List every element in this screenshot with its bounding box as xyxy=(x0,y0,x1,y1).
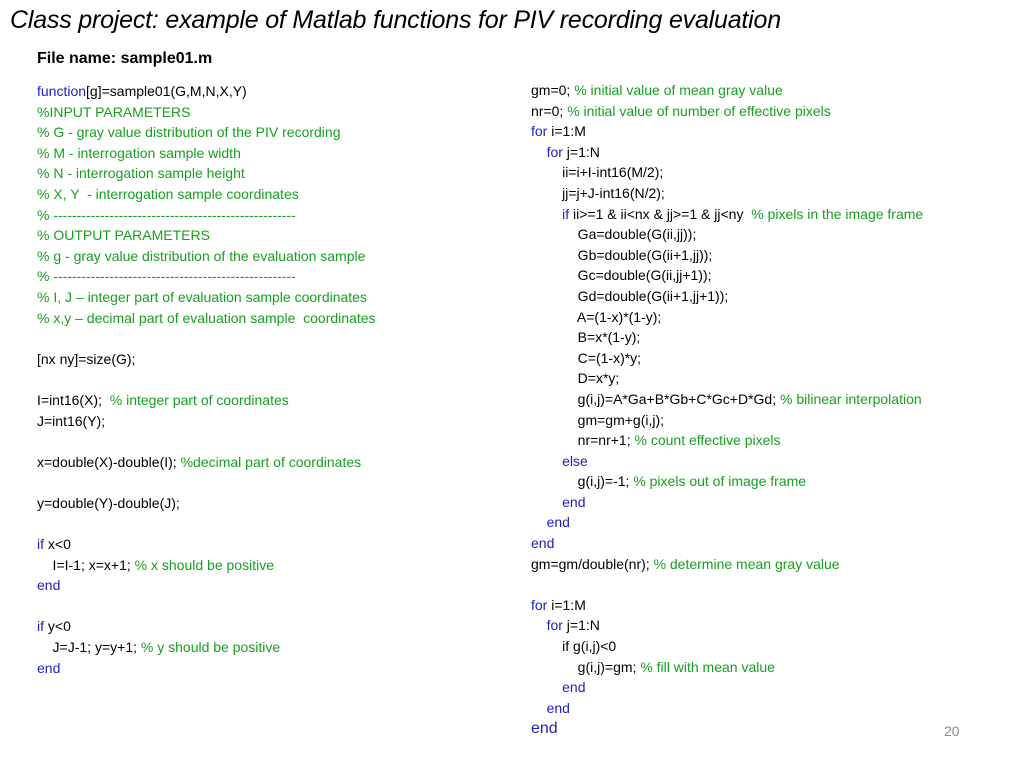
code-line xyxy=(531,677,923,698)
code-text: nr=0; xyxy=(531,102,568,119)
code-line xyxy=(531,245,923,266)
code-line xyxy=(37,81,376,102)
code-line xyxy=(531,389,923,410)
code-text: Gd=double(G(ii+1,jj+1)); xyxy=(531,287,729,304)
code-text: ii=i+I-int16(M/2); xyxy=(531,164,664,181)
code-keyword: end xyxy=(546,699,570,716)
code-text xyxy=(531,453,562,469)
code-line xyxy=(531,327,923,348)
code-text: gm=gm+g(i,j); xyxy=(531,411,665,428)
code-text: gm=gm/double(nr); xyxy=(531,555,654,572)
file-name-heading: File name: sample01.m xyxy=(37,50,213,67)
code-keyword: for xyxy=(546,617,563,634)
code-line xyxy=(37,205,376,226)
code-comment: % G - gray value distribution of the PIV recording xyxy=(37,124,341,141)
code-comment: % y should be positive xyxy=(140,639,281,656)
code-comment: % ---------------------------------------------------- xyxy=(37,206,296,223)
code-line xyxy=(531,183,923,204)
code-line xyxy=(531,615,923,636)
code-text xyxy=(531,700,547,716)
code-line xyxy=(37,596,376,617)
code-line xyxy=(531,101,923,122)
code-comment: % I, J – integer part of evaluation sample coordinates xyxy=(37,288,367,305)
code-line xyxy=(531,121,923,142)
code-line xyxy=(531,595,923,616)
code-line xyxy=(531,142,923,163)
code-keyword: for xyxy=(531,123,548,140)
code-line xyxy=(37,390,376,411)
code-line xyxy=(531,162,923,183)
code-text: [g]=sample01(G,M,N,X,Y) xyxy=(86,83,247,99)
code-comment: % X, Y - interrogation sample coordinates xyxy=(37,185,299,202)
code-line xyxy=(531,718,923,739)
code-line xyxy=(531,574,923,595)
code-text: ii>=1 & ii<nx & jj>=1 & jj<ny xyxy=(569,205,752,222)
code-line xyxy=(531,286,923,307)
code-line xyxy=(37,266,376,287)
page-number: 20 xyxy=(944,723,960,739)
code-comment: % initial value of number of effective pixels xyxy=(567,102,831,119)
code-text: x<0 xyxy=(44,536,71,553)
code-line xyxy=(531,204,923,225)
code-text: i=1:M xyxy=(547,596,586,613)
code-line xyxy=(37,349,376,370)
code-text xyxy=(531,206,562,222)
code-line xyxy=(37,658,376,679)
code-keyword: for xyxy=(546,143,563,160)
code-keyword: end xyxy=(546,514,570,531)
code-line xyxy=(37,534,376,555)
code-text: jj=j+J-int16(N/2); xyxy=(531,184,665,201)
code-text: x=double(X)-double(I); xyxy=(37,453,181,470)
code-keyword: if xyxy=(37,536,44,553)
code-line xyxy=(531,348,923,369)
code-line xyxy=(37,328,376,349)
code-line xyxy=(531,80,923,101)
code-text: i=1:M xyxy=(547,123,586,140)
code-line xyxy=(531,265,923,286)
code-text: A=(1-x)*(1-y); xyxy=(531,308,662,325)
code-line xyxy=(531,698,923,719)
code-line xyxy=(37,163,376,184)
code-line xyxy=(531,657,923,678)
code-line xyxy=(37,411,376,432)
code-line xyxy=(531,471,923,492)
code-text: [nx ny]=size(G); xyxy=(37,350,136,367)
code-comment: %INPUT PARAMETERS xyxy=(37,103,191,120)
code-line xyxy=(531,451,923,472)
code-text: J=J-1; y=y+1; xyxy=(37,639,141,656)
code-line xyxy=(531,410,923,431)
code-line xyxy=(531,430,923,451)
code-line xyxy=(37,102,376,123)
code-keyword: else xyxy=(562,452,588,469)
code-text: J=int16(Y); xyxy=(37,412,106,429)
code-line xyxy=(37,225,376,246)
code-line xyxy=(37,122,376,143)
code-text: D=x*y; xyxy=(531,370,620,387)
code-text: g(i,j)=-1; xyxy=(531,473,634,490)
code-line xyxy=(531,307,923,328)
code-line xyxy=(531,554,923,575)
code-comment: % pixels in the image frame xyxy=(751,205,924,222)
code-line xyxy=(37,369,376,390)
code-line xyxy=(531,368,923,389)
code-keyword: if xyxy=(37,618,44,635)
code-text: B=x*(1-y); xyxy=(531,329,641,346)
code-text xyxy=(531,494,562,510)
code-keyword: end xyxy=(37,577,61,594)
code-text: y<0 xyxy=(44,618,71,635)
code-block-right xyxy=(531,80,923,739)
code-text: gm=0; xyxy=(531,82,575,98)
code-text: g(i,j)=A*Ga+B*Gb+C*Gc+D*Gd; xyxy=(531,390,780,407)
code-comment: % pixels out of image frame xyxy=(633,473,807,490)
code-line xyxy=(37,637,376,658)
code-text xyxy=(531,679,562,695)
code-comment: % fill with mean value xyxy=(640,658,775,675)
code-text: Gb=double(G(ii+1,jj)); xyxy=(531,246,713,263)
code-text: Gc=double(G(ii,jj+1)); xyxy=(531,267,712,284)
code-line xyxy=(531,512,923,533)
code-line xyxy=(531,636,923,657)
code-line xyxy=(37,513,376,534)
code-line xyxy=(37,308,376,329)
code-comment: % bilinear interpolation xyxy=(780,390,922,407)
code-line xyxy=(37,555,376,576)
code-line xyxy=(531,224,923,245)
code-text: Ga=double(G(ii,jj)); xyxy=(531,226,697,243)
code-comment: %decimal part of coordinates xyxy=(180,453,362,470)
code-text: j=1:N xyxy=(562,617,600,634)
code-text: C=(1-x)*y; xyxy=(531,349,642,366)
code-text: I=I-1; x=x+1; xyxy=(37,556,135,573)
code-line xyxy=(37,616,376,637)
code-comment: % x,y – decimal part of evaluation sample coordinates xyxy=(37,309,376,326)
code-comment: % ---------------------------------------------------- xyxy=(37,268,296,285)
code-comment: % determine mean gray value xyxy=(653,555,840,572)
code-line xyxy=(37,246,376,267)
code-text xyxy=(531,617,547,633)
code-line xyxy=(37,287,376,308)
code-keyword: end xyxy=(37,659,61,676)
code-text: I=int16(X); xyxy=(37,391,110,408)
code-line xyxy=(37,431,376,452)
code-line xyxy=(37,575,376,596)
code-comment: % x should be positive xyxy=(134,556,274,573)
code-line xyxy=(37,184,376,205)
code-keyword: end xyxy=(531,720,558,738)
code-keyword: for xyxy=(531,596,548,613)
code-text: if g(i,j)<0 xyxy=(531,638,617,655)
code-line xyxy=(37,452,376,473)
code-line xyxy=(37,143,376,164)
code-text: g(i,j)=gm; xyxy=(531,658,641,675)
code-text xyxy=(531,144,547,160)
code-comment: % integer part of coordinates xyxy=(109,391,289,408)
code-comment: % OUTPUT PARAMETERS xyxy=(37,227,210,244)
code-block-left xyxy=(37,81,376,678)
code-text xyxy=(531,514,547,530)
code-keyword: end xyxy=(562,679,586,696)
code-keyword: function xyxy=(37,83,87,99)
code-comment: % N - interrogation sample height xyxy=(37,165,245,182)
code-keyword: end xyxy=(531,535,555,552)
code-line xyxy=(37,472,376,493)
code-text: nr=nr+1; xyxy=(531,432,635,449)
code-line xyxy=(531,492,923,513)
code-comment: % initial value of mean gray value xyxy=(574,82,783,98)
code-text: y=double(Y)-double(J); xyxy=(37,494,180,511)
code-comment: % count effective pixels xyxy=(634,432,781,449)
code-comment: % g - gray value distribution of the evaluation sample xyxy=(37,247,366,264)
code-text: j=1:N xyxy=(562,143,600,160)
code-comment: % M - interrogation sample width xyxy=(37,144,241,161)
code-line xyxy=(37,493,376,514)
code-keyword: end xyxy=(562,493,586,510)
slide-title: Class project: example of Matlab functions for PIV recording evaluation xyxy=(10,6,781,34)
code-line xyxy=(531,533,923,554)
code-keyword: if xyxy=(562,205,570,222)
